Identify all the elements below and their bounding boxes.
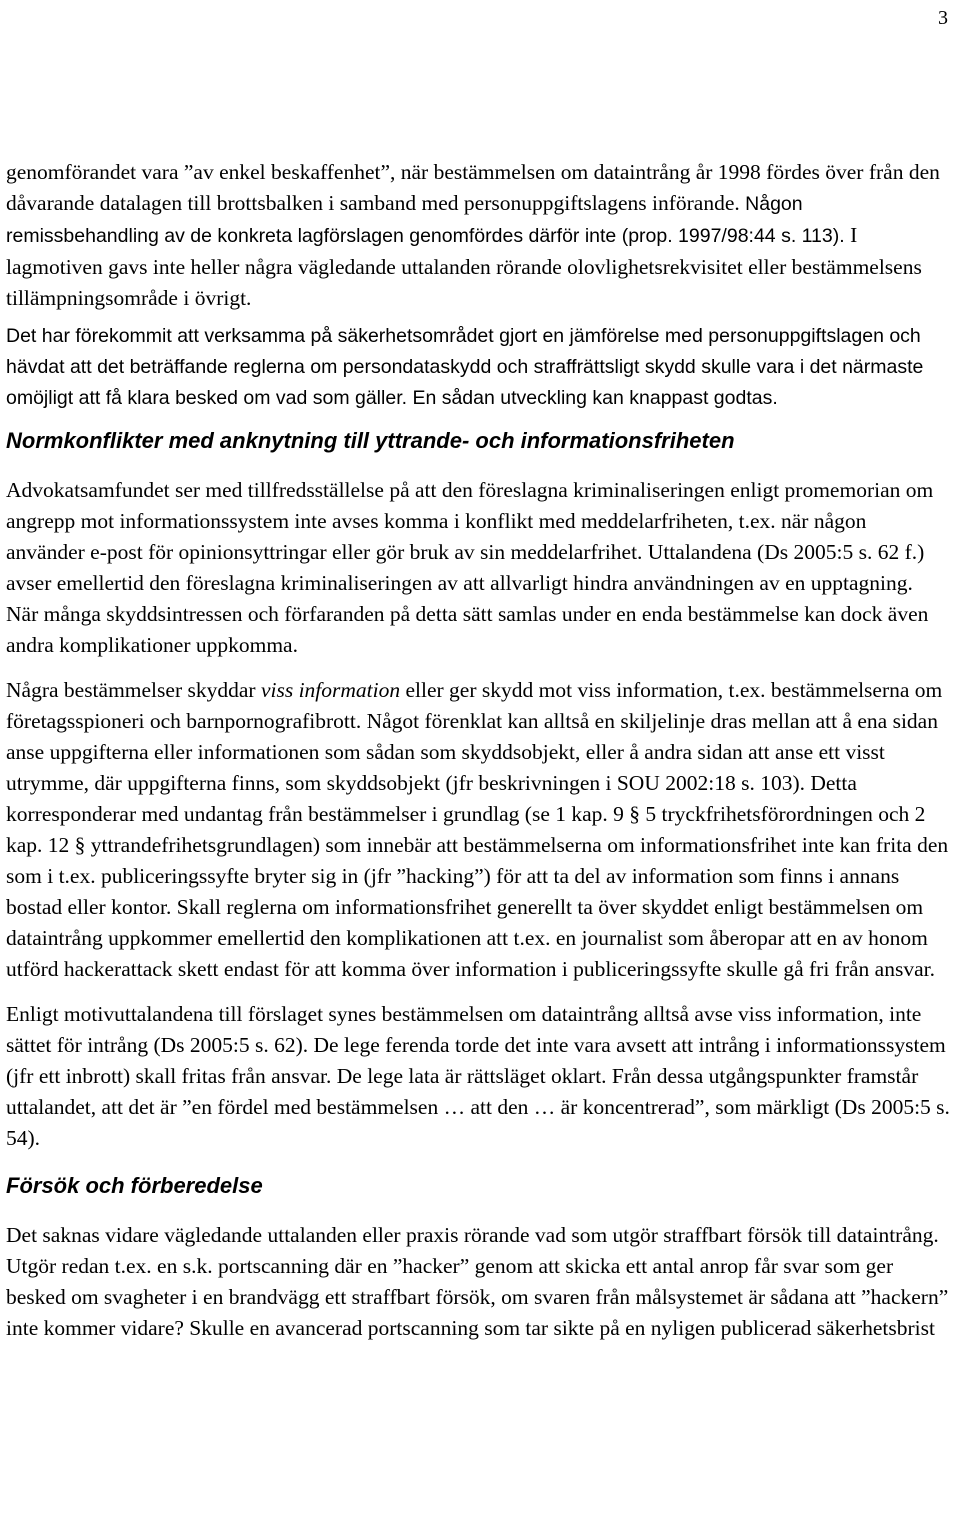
document-body — [6, 157, 950, 1344]
text-run: I lagmotiven gavs inte heller några vägledande uttalanden rörande olovlighetsrekvisitet eller bestämmelsens tillämpningsområde i övrigt. — [6, 223, 922, 310]
text-run: Några bestämmelser skyddar — [6, 678, 261, 702]
text-run: viss information — [260, 678, 401, 702]
text-run: eller ger skydd mot viss information, t.ex. bestämmelserna om företagsspioneri och barnpornografibrott. Något förenklat kan alltså en skiljelinje dras mellan att å ena sidan anse uppgifterna eller informationen som sådan som skyddsobjekt, eller å andra sidan att anse ett visst utrymme, där uppgifterna finns, som skyddsobjekt (jfr beskrivningen i SOU 2002:18 s. 103). Detta korresponderar med undantag från bestämmelser i grundlag (se 1 kap. 9 § 5 tryckfrihetsförordningen och 2 kap. 12 § yttrandefrihetsgrundlagen) som innebär att bestämmelserna om informationsfrihet inte kan frita den som i t.ex. publiceringssyfte bryter sig in (jfr ”hacking”) för att ta del av information som finns i annans bostad eller kontor. Skall reglerna om informationsfrihet generellt ta över skyddet enligt bestämmelsen om dataintrång uppkommer emellertid den komplikationen att t.ex. en journalist som åberopar att en av honom utförd hackerattack skett endast för att komma över information i publiceringssyfte skulle gå fri från ansvar. — [6, 678, 949, 981]
section-heading-forsok: Försök och förberedelse — [6, 1173, 263, 1198]
text-run: genomförandet vara ”av enkel beskaffenhet”, när bestämmelsen om dataintrång år 1998 fördes över från den dåvarande datalagen till brottsbalken i samband med personuppgiftslagens införande. — [6, 160, 940, 215]
paragraph-2: Det har förekommit att verksamma på säkerhetsområdet gjort en jämförelse med personuppgiftslagen och hävdat att det beträffande reglerna om persondataskydd och straffrättsligt skydd skulle vara i det närmaste omöjligt att få klara besked om vad som gäller. En sådan utveckling kan knappast godtas. — [6, 325, 924, 409]
text-run: Någon remissbehandling av de konkreta lagförslagen genomfördes därför inte (prop. 1997/98:44 s. 113). — [6, 193, 851, 247]
paragraph-4 — [6, 675, 950, 985]
paragraph-1 — [6, 157, 950, 314]
page-number: 3 — [938, 7, 948, 29]
paragraph-3: Advokatsamfundet ser med tillfredsställelse på att den föreslagna kriminaliseringen enligt promemorian om angrepp mot informationssystem inte avses komma i konflikt med meddelarfriheten, t.ex. när någon använder e-post för opinionsyttringar eller gör bruk av sin meddelarfrihet. Uttalandena (Ds 2005:5 s. 62 f.) avser emellertid den föreslagna kriminaliseringen av att allvarligt hindra användningen av en upptagning. När många skyddsintressen och förfaranden på detta sätt samlas under en enda bestämmelse kan dock även andra komplikationer uppkomma. — [6, 478, 934, 657]
paragraph-6: Det saknas vidare vägledande uttalanden eller praxis rörande vad som utgör straffbart försök till dataintrång. Utgör redan t.ex. en s.k. portscanning där en ”hacker” genom att skicka ett antal anrop får svar som ger besked om svagheter i en brandvägg ett straffbart försök, om svaren från målsystemet är sådana att ”hackern” inte kommer vidare? Skulle en avancerad portscanning som tar sikte på en nyligen publicerad säkerhetsbrist — [6, 1223, 949, 1340]
paragraph-5: Enligt motivuttalandena till förslaget synes bestämmelsen om dataintrång alltså avse viss information, inte sättet för intrång (Ds 2005:5 s. 62). De lege ferenda torde det inte vara avsett att intrång i informationssystem (jfr ett inbrott) skall fritas från ansvar. De lege lata är rättsläget oklart. Från dessa utgångspunkter framstår uttalandet, att det är ”en fördel med bestämmelsen … att den … är koncentrerad”, som märkligt (Ds 2005:5 s. 54). — [6, 1002, 950, 1150]
section-heading-normkonflikter: Normkonflikter med anknytning till yttrande- och informationsfriheten — [6, 428, 735, 453]
